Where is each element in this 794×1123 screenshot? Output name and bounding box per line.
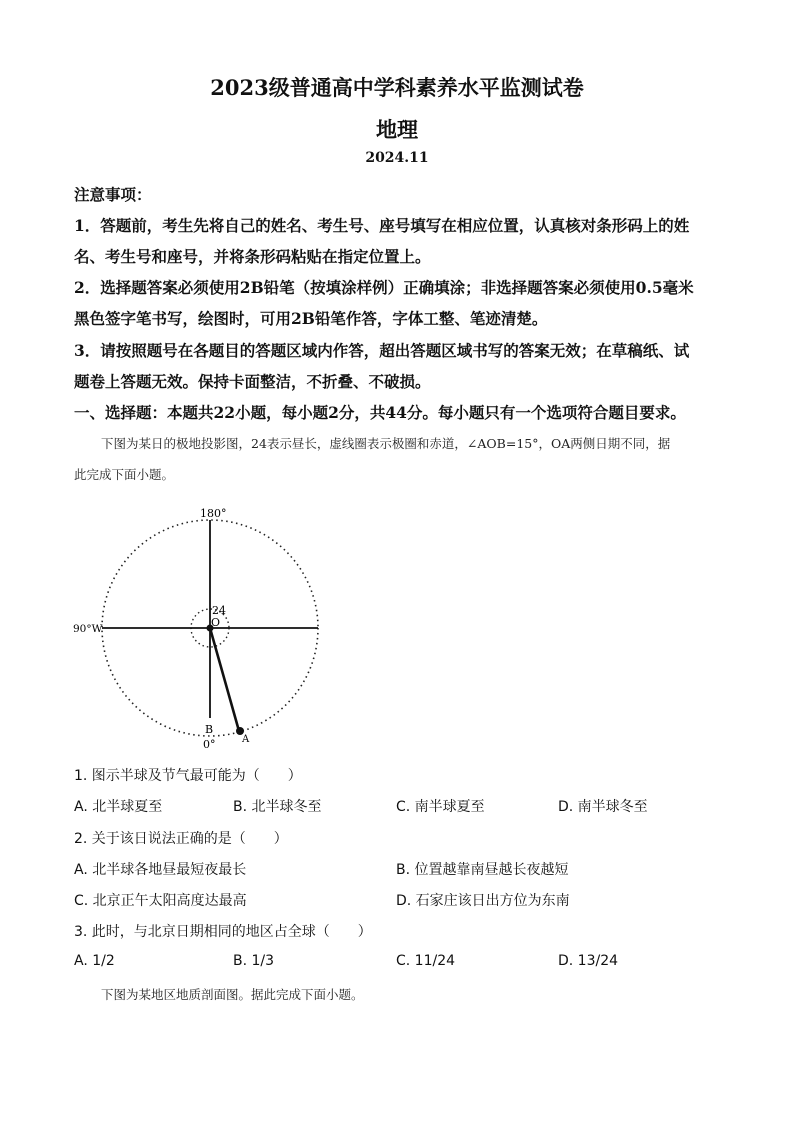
notice-heading: 注意事项： (74, 185, 152, 204)
notice-line: 3．请按照题号在各题目的答题区域内作答，超出答题区域书写的答案无效；在草稿纸、试 (74, 341, 690, 360)
question-intro: 此完成下面小题。 (74, 467, 175, 482)
q1-option-a[interactable]: A. 北半球夏至 (74, 799, 163, 815)
question-2-stem: 2. 关于该日说法正确的是（ ） (74, 831, 288, 847)
label-o: O (211, 616, 221, 629)
q2-option-c[interactable]: C. 北京正午太阳高度达最高 (74, 893, 247, 909)
label-180: 180° (200, 507, 227, 520)
label-0: 0° (203, 738, 216, 751)
exam-title: 2023级普通高中学科素养水平监测试卷 (210, 75, 584, 100)
question-intro: 下图为某地区地质剖面图。据此完成下面小题。 (101, 987, 364, 1002)
label-b: B (205, 723, 214, 736)
q3-option-a[interactable]: A. 1/2 (74, 953, 115, 969)
question-1-stem: 1. 图示半球及节气最可能为（ ） (74, 768, 302, 784)
q3-option-d[interactable]: D. 13/24 (558, 953, 619, 969)
q3-option-b[interactable]: B. 1/3 (233, 953, 275, 969)
question-3-stem: 3. 此时，与北京日期相同的地区占全球（ ） (74, 924, 372, 940)
line-oa (210, 628, 239, 731)
q2-option-b[interactable]: B. 位置越靠南昼越长夜越短 (396, 862, 569, 878)
notice-line: 题卷上答题无效。保持卡面整洁，不折叠、不破损。 (74, 372, 431, 391)
q2-option-d[interactable]: D. 石家庄该日出方位为东南 (396, 893, 570, 909)
q1-option-d[interactable]: D. 南半球冬至 (558, 799, 648, 815)
exam-date: 2024.11 (365, 150, 429, 166)
notice-line: 黑色签字笔书写，绘图时，可用2B铅笔作答，字体工整、笔迹清楚。 (74, 309, 548, 328)
label-a: A (242, 734, 250, 745)
q2-option-a[interactable]: A. 北半球各地昼最短夜最长 (74, 862, 247, 878)
notice-line: 名、考生号和座号，并将条形码粘贴在指定位置上。 (74, 247, 431, 266)
q1-option-c[interactable]: C. 南半球夏至 (396, 799, 485, 815)
subject-title: 地理 (376, 117, 418, 142)
q3-option-c[interactable]: C. 11/24 (396, 953, 456, 969)
label-90w: 90°W (73, 623, 103, 635)
notice-line: 1．答题前，考生先将自己的姓名、考生号、座号填写在相应位置，认真核对条形码上的姓 (74, 216, 690, 235)
polar-projection-diagram (66, 498, 356, 758)
notice-line: 2．选择题答案必须使用2B铅笔（按填涂样例）正确填涂；非选择题答案必须使用0.5毫米 (74, 278, 694, 297)
q1-option-b[interactable]: B. 北半球冬至 (233, 799, 322, 815)
label-24: 24 (212, 604, 226, 617)
section-heading: 一、选择题：本题共22小题，每小题2分，共44分。每小题只有一个选项符合题目要求。 (74, 403, 686, 422)
question-intro: 下图为某日的极地投影图，24表示昼长，虚线圈表示极圈和赤道，∠AOB=15°，OA两侧日期不同，据 (101, 436, 671, 451)
